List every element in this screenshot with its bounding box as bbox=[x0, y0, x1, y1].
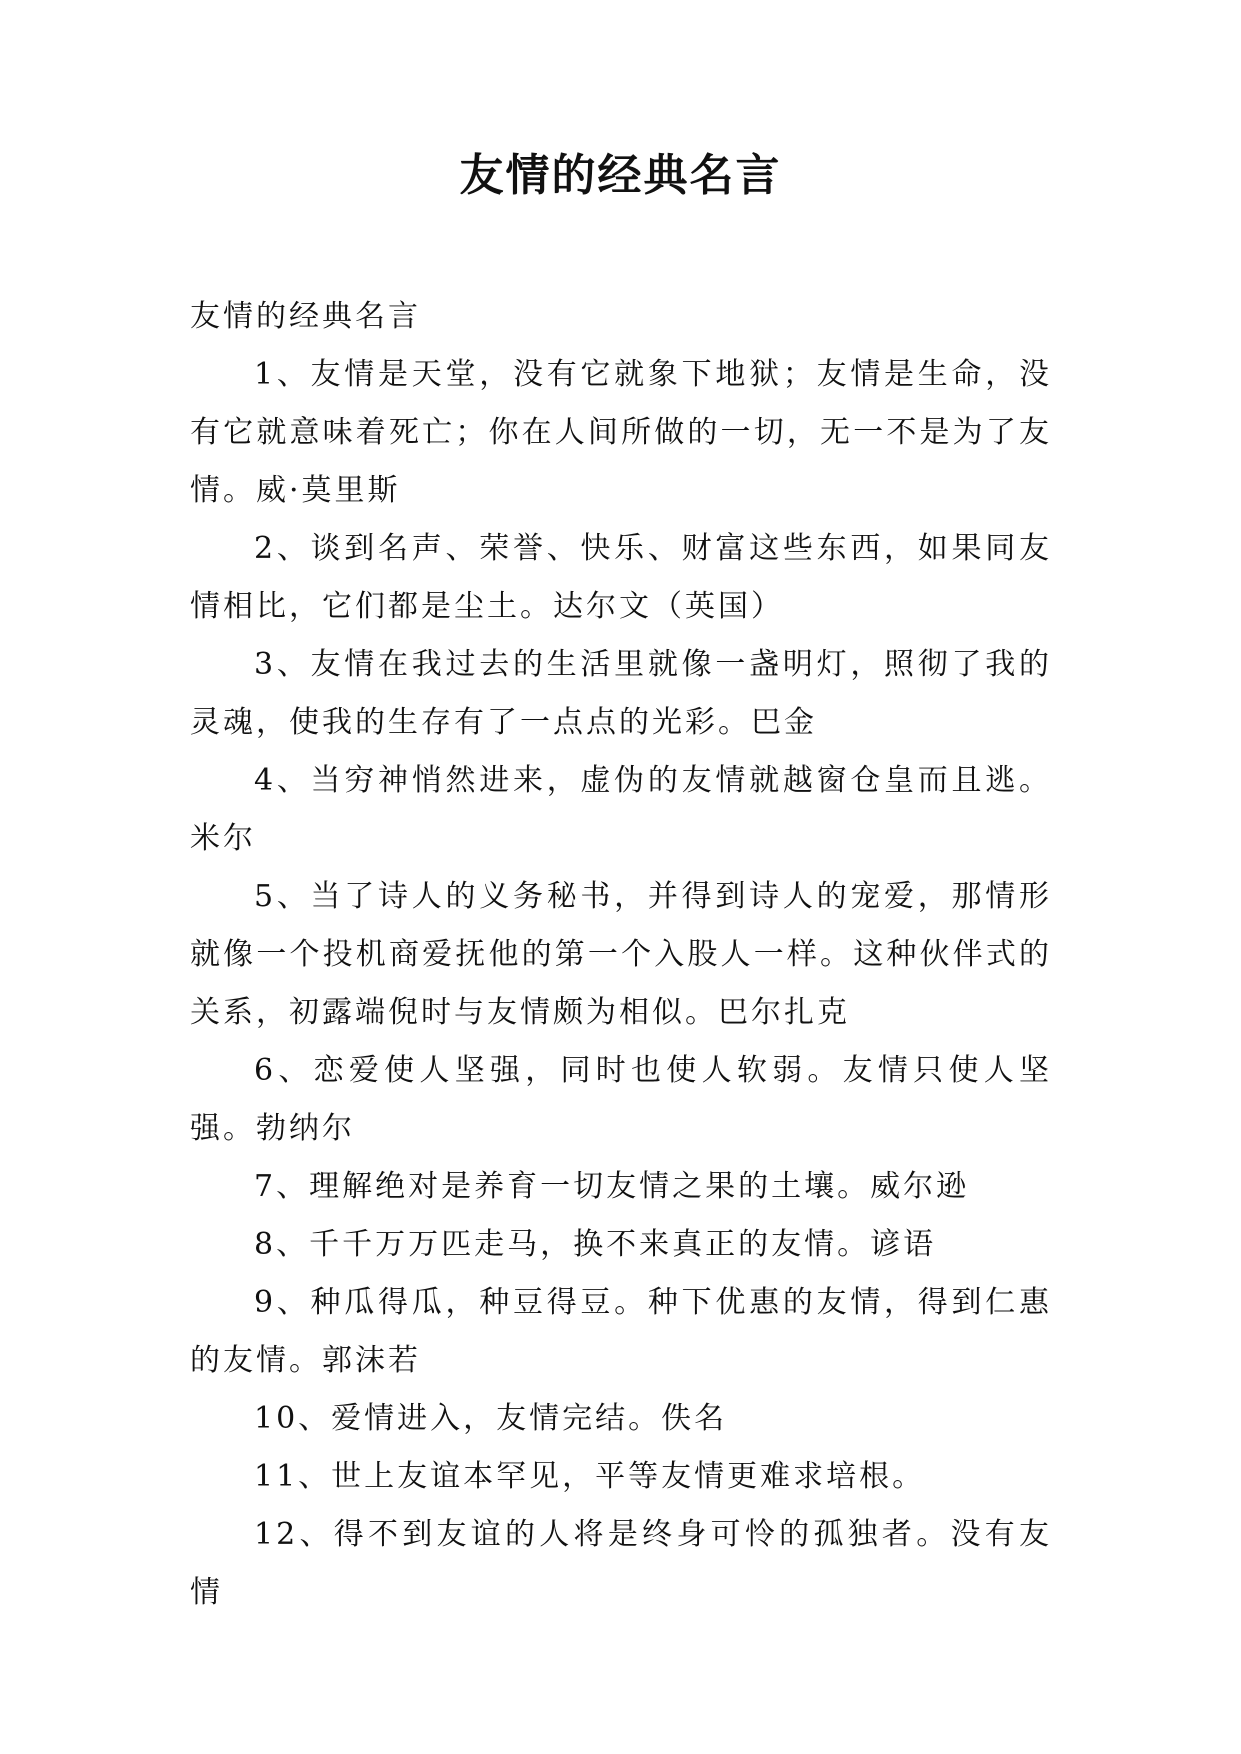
quote-paragraph: 4、当穷神悄然进来，虚伪的友情就越窗仓皇而且逃。米尔 bbox=[190, 763, 1052, 856]
quote-paragraph: 5、当了诗人的义务秘书，并得到诗人的宠爱，那情形就像一个投机商爱抚他的第一个入股人一样。这种伙伴式的关系，初露端倪时与友情颇为相似。巴尔扎克 bbox=[190, 879, 1052, 1030]
quote-paragraph: 7、理解绝对是养育一切友情之果的土壤。威尔逊 bbox=[254, 1169, 970, 1204]
quote-paragraph: 3、友情在我过去的生活里就像一盏明灯，照彻了我的灵魂，使我的生存有了一点点的光彩。巴金 bbox=[190, 647, 1052, 740]
quote-paragraph: 1、友情是天堂，没有它就象下地狱；友情是生命，没有它就意味着死亡；你在人间所做的一切，无一不是为了友情。威·莫里斯 bbox=[190, 357, 1052, 508]
quote-paragraph: 2、谈到名声、荣誉、快乐、财富这些东西，如果同友情相比，它们都是尘土。达尔文（英国） bbox=[190, 531, 1052, 624]
quote-paragraph: 8、千千万万匹走马，换不来真正的友情。谚语 bbox=[254, 1227, 937, 1262]
quote-paragraph: 11、世上友谊本罕见，平等友情更难求培根。 bbox=[254, 1459, 926, 1494]
document-title: 友情的经典名言 bbox=[459, 150, 782, 201]
section-heading: 友情的经典名言 bbox=[190, 299, 421, 334]
quote-paragraph: 9、种瓜得瓜，种豆得豆。种下优惠的友情，得到仁惠的友情。郭沫若 bbox=[190, 1285, 1052, 1378]
quote-paragraph: 6、恋爱使人坚强，同时也使人软弱。友情只使人坚强。勃纳尔 bbox=[190, 1053, 1052, 1146]
quote-paragraph: 10、爱情进入，友情完结。佚名 bbox=[254, 1401, 728, 1436]
quote-paragraph: 12、得不到友谊的人将是终身可怜的孤独者。没有友情 bbox=[190, 1517, 1052, 1610]
document-body bbox=[190, 288, 1052, 1622]
